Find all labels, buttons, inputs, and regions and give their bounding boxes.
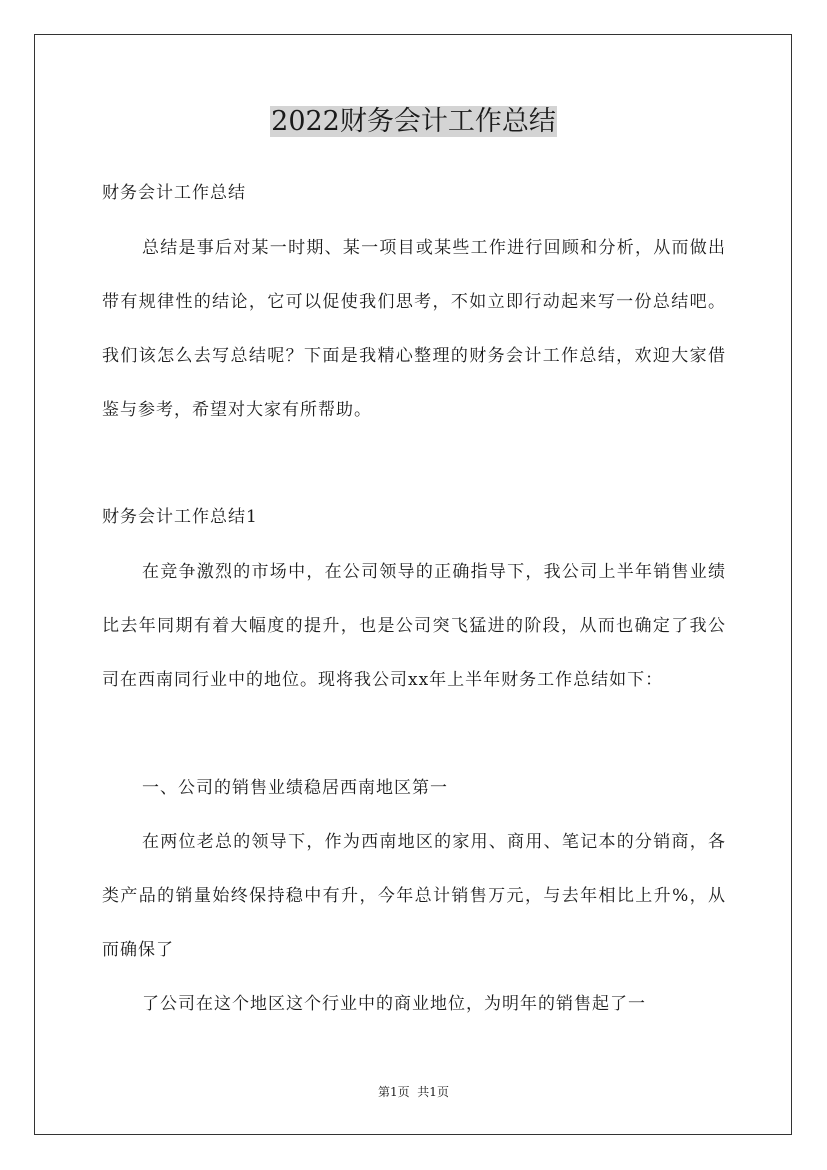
document-title-text: 2022财务会计工作总结 bbox=[271, 106, 556, 137]
section1-paragraph-2: 在两位老总的领导下，作为西南地区的家用、商用、笔记本的分销商，各类产品的销量始终保持稳中有升，今年总计销售万元，与去年相比上升%，从而确保了 bbox=[102, 832, 726, 960]
section1-paragraph-1: 在竞争激烈的市场中，在公司领导的正确指导下，我公司上半年销售业绩比去年同期有着大幅度的提升，也是公司突飞猛进的阶段，从而也确定了我公司在西南同行业中的地位。现将我公司xx年上半年财务工作总结如下： bbox=[102, 562, 726, 690]
document-title bbox=[0, 102, 827, 142]
intro-paragraph: 总结是事后对某一时期、某一项目或某些工作进行回顾和分析，从而做出带有规律性的结论，它可以促使我们思考，不如立即行动起来写一份总结吧。我们该怎么去写总结呢？下面是我精心整理的财务会计工作总结，欢迎大家借鉴与参考，希望对大家有所帮助。 bbox=[102, 238, 726, 420]
section1-point-1: 一、公司的销售业绩稳居西南地区第一 bbox=[142, 778, 448, 798]
page-number: 第1页 共1页 bbox=[378, 1085, 449, 1099]
page-footer bbox=[0, 1082, 827, 1102]
section1-paragraph-3: 了公司在这个地区这个行业中的商业地位，为明年的销售起了一 bbox=[142, 994, 646, 1014]
section-heading-1: 财务会计工作总结1 bbox=[102, 507, 258, 527]
document-subtitle: 财务会计工作总结 bbox=[102, 183, 246, 203]
